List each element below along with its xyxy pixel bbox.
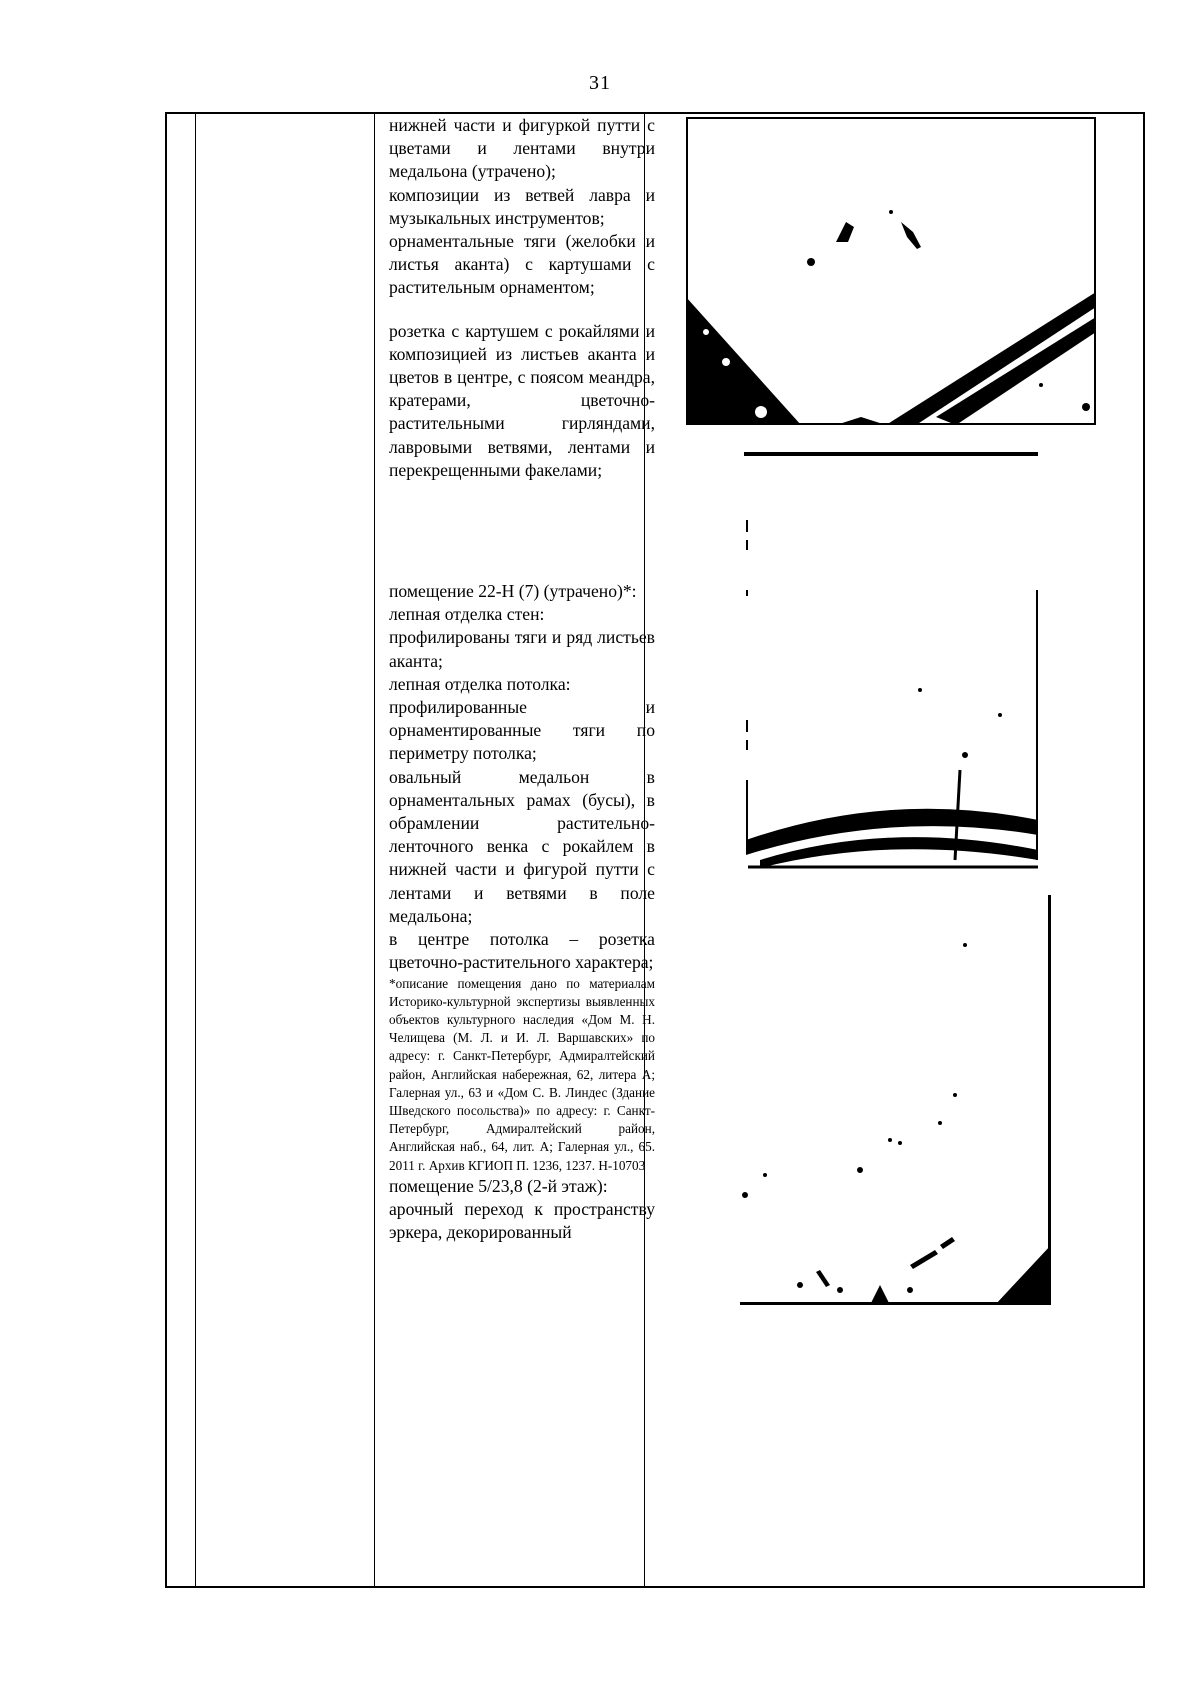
text-paragraph: орнаментальные тяги (желобки и листья аканта) с картушами с растительным орнаментом; [389,231,655,298]
text-paragraph: арочный переход к пространству эркера, декорированный [389,1198,655,1243]
text-paragraph: нижней части и фигуркой путти с цветами и лентами внутри медальона (утрачено); [389,115,655,182]
text-paragraph: овальный медальон в орнаментальных рамах (бусы), в обрамлении растительно-ленточного венка с рокайлем в нижней части и фигурой путти с лентами и ветвями в поле медальона; [389,766,655,926]
ceiling-photo-1 [686,117,1096,425]
text-paragraph: профилированы тяги и ряд листьев аканта; [389,627,655,671]
ceiling-photo-3-image [740,895,1052,1310]
text-paragraph: помещение 5/23,8 (2-й этаж): [389,1175,608,1196]
footnote: *описание помещения дано по материалам Историко-культурной экспертизы выявленных объектов культурного наследия «Дом М. Н. Челищева (М. Л. и И. Л. Варшавских» по адресу: г. Санкт-Петербург, Адмиралтейский район, Английская набережная, 62, литера А; Галерная ул., 63 и «Дом С. В. Линдес (Здание Шведского посольства)» по адресу: г. Санкт-Петербург, Адмиралтейский район, Английская наб., 64, лит. А; Галерная ул., 65. 2011 г. Архив КГИОП П. 1236, 1237. Н-10703 [389,975,655,1173]
page-number: 31 [589,72,611,94]
column-divider-1 [195,114,196,1586]
ceiling-photo-2-image [740,450,1042,870]
ceiling-photo-3 [740,895,1052,1310]
text-paragraph: в центре потолка – розетка цветочно-растительного характера; [389,929,655,973]
text-paragraph: профилированные и орнаментированные тяги по периметру потолка; [389,697,655,764]
text-paragraph: помещение 22-Н (7) (утрачено)*: [389,581,637,602]
column-divider-2 [374,114,375,1586]
description-column [389,114,655,1244]
ceiling-photo-1-image [686,117,1096,425]
text-paragraph: лепная отделка потолка: [389,673,571,694]
ceiling-photo-2 [740,450,1042,870]
text-paragraph: розетка с картушем с рокайлями и композицией из листьев аканта и цветов в центре, с поясом меандра, кратерами, цветочно-растительными гирляндами, лавровыми ветвями, лентами и перекрещенными факелами; [389,320,655,480]
text-paragraph: композиции из ветвей лавра и музыкальных инструментов; [389,184,655,228]
text-paragraph: лепная отделка стен: [389,604,545,625]
